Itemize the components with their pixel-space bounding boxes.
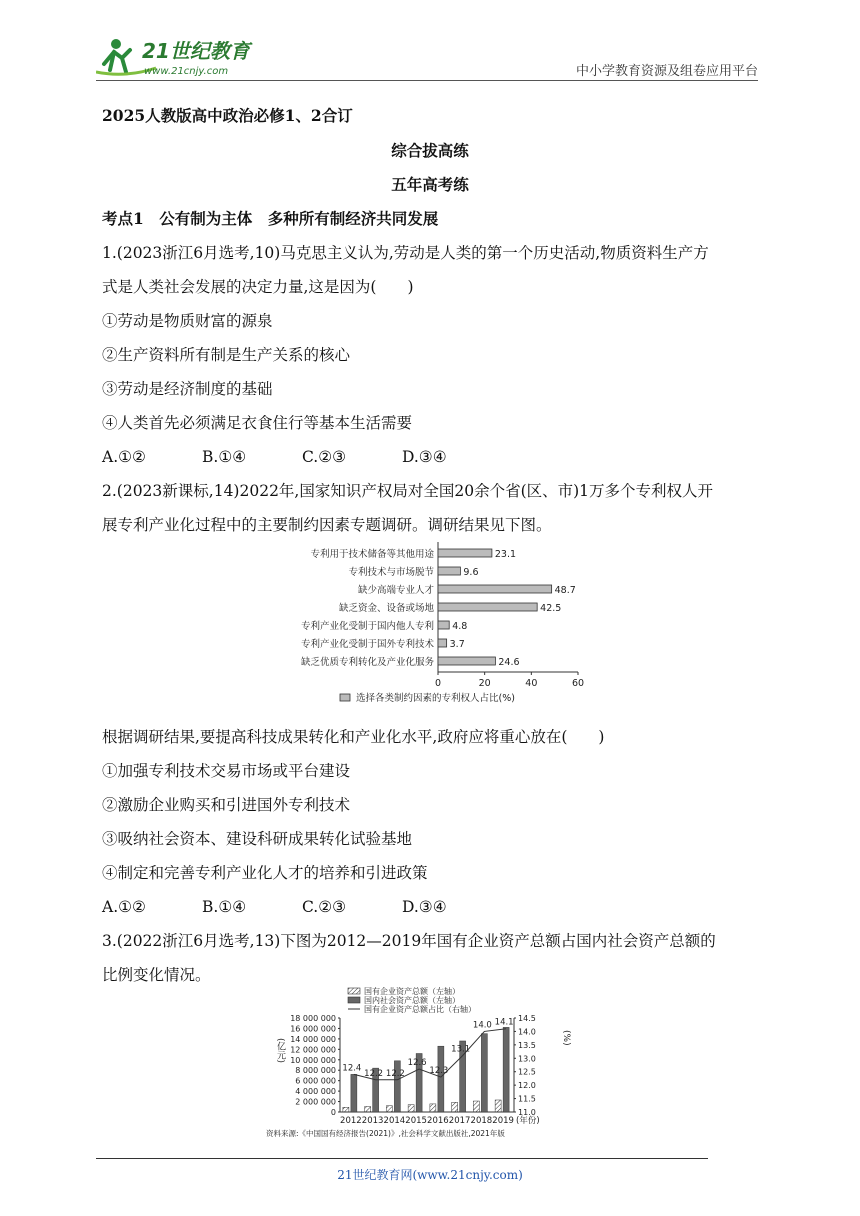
x-tick-label: 0 [434,678,442,689]
doc-title: 2025人教版高中政治必修1、2合订 [102,106,353,125]
x-axis-unit: (年份) [516,1116,540,1126]
legend-swatch [348,988,360,994]
q2-option-d[interactable]: D.③④ [402,898,447,916]
category-label: 专利产业化受制于国内他人专利 [300,621,434,632]
state-asset-bar [473,1101,479,1112]
q2-stem-line3: 根据调研结果,要提高科技成果转化和产业化水平,政府应将重心放在( ) [102,728,605,746]
legend-label: 国有企业资产总额占比（右轴） [364,1005,476,1014]
chart-source: 资料来源:《中国国有经济报告(2021)》,社会科学文献出版社,2021年版 [266,1129,505,1138]
x-tick-label: 2013 [361,1116,384,1126]
left-tick-label: 8 000 000 [295,1066,336,1076]
data-label: 9.6 [463,567,479,578]
q1-option-d[interactable]: D.③④ [402,448,447,466]
social-asset-bar [503,1027,509,1112]
x-tick-label: 20 [478,678,491,689]
q1-item-2: ②生产资料所有制是生产关系的核心 [102,346,351,364]
q2-option-a[interactable]: A.①② [102,898,146,916]
q2-stem-line2: 展专利产业化过程中的主要制约因素专题调研。调研结果见下图。 [102,516,552,534]
ratio-data-label: 12.2 [385,1068,405,1079]
q2-option-c[interactable]: C.②③ [302,898,347,916]
q1-stem-line2: 式是人类社会发展的决定力量,这是因为( ) [102,278,414,296]
logo-url: www.21cnjy.com [144,66,229,77]
q3-stem-line1: 3.(2022浙江6月选考,13)下图为2012—2019年国有企业资产总额占国内社会资产总额的 [102,932,716,950]
data-label: 4.8 [452,621,468,632]
q1-option-a[interactable]: A.①② [102,448,146,466]
right-tick-label: 12.5 [518,1067,536,1077]
section-title: 综合拔高练 [391,141,469,160]
right-tick-label: 13.5 [518,1040,536,1050]
state-asset-bar [408,1105,414,1112]
left-tick-label: 10 000 000 [290,1055,336,1065]
x-tick-label: 2012 [340,1116,362,1126]
data-label: 3.7 [449,639,465,650]
left-tick-label: 4 000 000 [295,1087,336,1097]
runner-logo-icon [96,34,266,80]
header-divider [96,80,758,81]
data-label: 24.6 [498,657,520,668]
ratio-data-label: 12.6 [407,1058,427,1069]
category-label: 专利技术与市场脱节 [348,567,434,578]
left-axis-unit: (亿元) [275,1038,285,1064]
x-tick-label: 2016 [427,1116,449,1126]
left-tick-label: 14 000 000 [290,1034,336,1044]
q2-item-4: ④制定和完善专利产业化人才的培养和引进政策 [102,864,428,882]
x-tick-label: 2019 [492,1116,514,1126]
category-label: 缺乏优质专利转化及产业化服务 [300,657,434,668]
q2-option-b[interactable]: B.①④ [202,898,247,916]
category-label: 缺少高端专业人才 [357,585,434,596]
data-label: 23.1 [494,549,517,560]
left-tick-label: 18 000 000 [290,1014,336,1023]
social-asset-bar [481,1034,487,1112]
left-tick-label: 6 000 000 [295,1076,336,1086]
q3-stem-line2: 比例变化情况。 [102,966,211,984]
q2-stem-line1: 2.(2023新课标,14)2022年,国家知识产权局对全国20余个省(区、市)1万多个专利权人开 [102,482,714,500]
legend-swatch [348,997,360,1003]
q1-item-4: ④人类首先必须满足衣食住行等基本生活需要 [102,414,413,432]
bar [438,621,449,629]
topic-heading: 考点1 公有制为主体 多种所有制经济共同发展 [102,209,439,228]
ratio-data-label: 14.0 [472,1020,492,1031]
x-tick-label: 2018 [470,1116,493,1126]
legend-label: 国有企业资产总额（左轴） [364,987,460,996]
left-tick-label: 2 000 000 [295,1097,336,1107]
right-tick-label: 14.5 [518,1014,536,1023]
q2-options [102,897,447,917]
right-axis-unit: (%) [561,1030,571,1046]
q2-item-2: ②激励企业购买和引进国外专利技术 [102,796,351,814]
q1-stem-line1: 1.(2023浙江6月选考,10)马克思主义认为,劳动是人类的第一个历史活动,物质资料生产方 [102,244,709,262]
q2-item-1: ①加强专利技术交易市场或平台建设 [102,762,351,780]
bar [438,639,447,647]
x-tick-label: 60 [571,678,585,689]
x-tick-label: 40 [525,678,538,689]
state-asset-bar [386,1106,392,1112]
subsection-title: 五年高考练 [391,175,469,194]
data-label: 48.7 [554,585,576,596]
state-asset-bar [495,1100,501,1112]
q1-item-1: ①劳动是物质财富的源泉 [102,312,273,330]
x-tick-label: 2015 [405,1116,427,1126]
legend-label: 国内社会资产总额（左轴） [364,996,460,1005]
x-tick-label: 2017 [448,1116,471,1126]
footer-link[interactable]: 21世纪教育网(www.21cnjy.com) [337,1168,523,1182]
ratio-data-label: 12.3 [429,1066,449,1077]
state-asset-bar [452,1102,458,1112]
social-asset-bar [438,1046,444,1112]
left-tick-label: 0 [330,1108,336,1117]
platform-tagline: 中小学教育资源及组卷应用平台 [575,64,758,79]
q2-item-3: ③吸纳社会资本、建设科研成果转化试验基地 [102,830,413,848]
left-tick-label: 16 000 000 [290,1024,336,1034]
data-label: 42.5 [540,603,562,614]
site-logo[interactable] [96,34,266,80]
ratio-data-label: 12.4 [342,1063,362,1074]
category-label: 专利用于技术储备等其他用途 [310,549,434,560]
left-tick-label: 12 000 000 [290,1045,336,1055]
category-label: 专利产业化受制于国外专利技术 [300,639,434,650]
ratio-data-label: 12.2 [364,1068,384,1079]
bar [438,603,537,611]
bar [438,567,460,575]
category-label: 缺乏资金、设备或场地 [338,603,434,614]
social-asset-bar [351,1074,357,1112]
q1-option-c[interactable]: C.②③ [302,448,347,466]
legend-label: 选择各类制约因素的专利权人占比(%) [356,693,515,704]
q1-item-3: ③劳动是经济制度的基础 [102,380,273,398]
bar [438,585,552,593]
state-asset-bar [365,1107,371,1112]
right-tick-label: 13.0 [518,1054,536,1064]
constraint-factors-bar-chart [268,540,598,705]
right-tick-label: 14.0 [518,1027,536,1037]
right-tick-label: 12.0 [518,1081,536,1091]
ratio-data-label: 14.1 [494,1017,514,1028]
q1-option-b[interactable]: B.①④ [202,448,247,466]
state-asset-bar [343,1107,349,1112]
logo-text: 21世纪教育 [142,39,250,63]
state-asset-bar [430,1104,436,1112]
legend-swatch [340,694,350,701]
q1-options [102,447,447,467]
right-tick-label: 11.5 [518,1094,536,1104]
right-tick-label: 11.0 [518,1108,536,1117]
state-asset-ratio-chart [262,986,602,1146]
x-tick-label: 2014 [383,1116,406,1126]
ratio-data-label: 13.1 [451,1044,471,1055]
bar [438,657,495,665]
bar [438,549,492,557]
footer-divider [96,1158,708,1159]
